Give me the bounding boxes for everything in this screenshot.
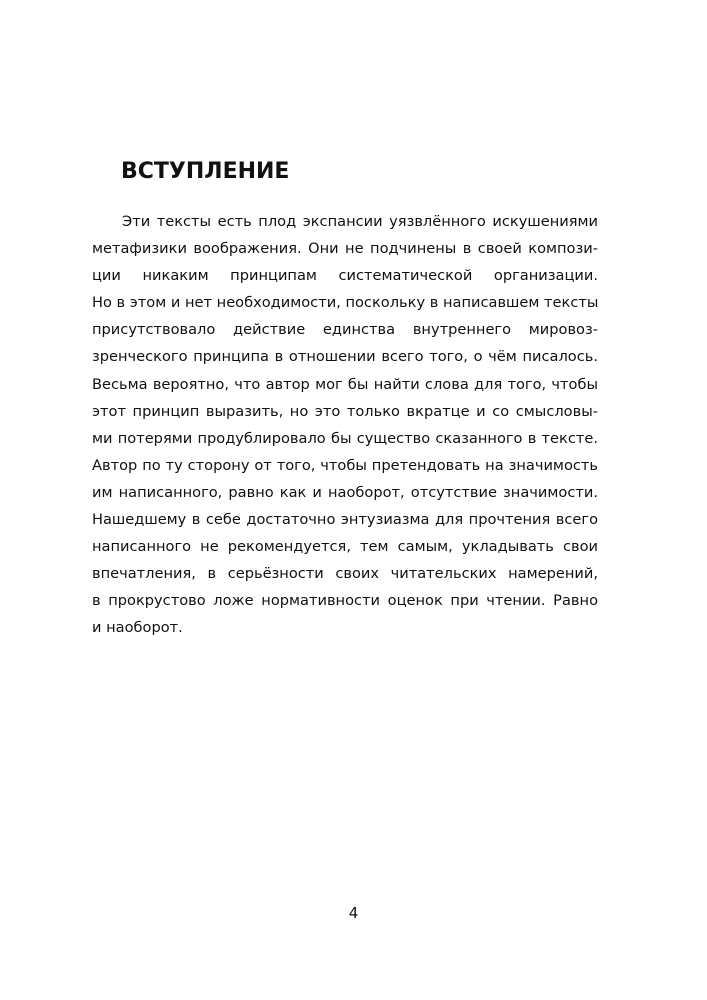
paragraph-line: им написанного, равно как и наоборот, отсутствие значимости. — [92, 483, 598, 501]
paragraph-line: написанного не рекомендуется, тем самым, укладывать свои — [92, 538, 598, 556]
paragraph-line: ми потерями продублировало бы существо сказанного в тексте. — [92, 429, 598, 447]
body-paragraph — [92, 208, 598, 642]
paragraph-line: ции никаким принципам систематической организации. — [92, 267, 598, 285]
paragraph-line: впечатления, в серьёзности своих читательских намерений, — [92, 565, 598, 583]
paragraph-line: Нашедшему в себе достаточно энтузиазма для прочтения всего — [92, 511, 598, 529]
paragraph-line: Эти тексты есть плод экспансии уязвлённого искушениями — [122, 213, 598, 230]
paragraph-line: этот принцип выразить, но это только вкратце и со смысловы- — [92, 402, 598, 420]
paragraph-line: метафизики воображения. Они не подчинены в своей компози- — [92, 240, 598, 258]
paragraph-line: зренческого принципа в отношении всего того, о чём писалось. — [92, 348, 598, 366]
paragraph-line: присутствовало действие единства внутреннего мировоз- — [92, 321, 598, 339]
paragraph-line: Автор по ту сторону от того, чтобы претендовать на значимость — [92, 456, 598, 474]
paragraph-line: Весьма вероятно, что автор мог бы найти слова для того, чтобы — [92, 375, 598, 393]
paragraph-line: и наоборот. — [92, 619, 183, 637]
paragraph-line: Но в этом и нет необходимости, поскольку в написавшем тексты — [92, 294, 599, 312]
section-heading: ВСТУПЛЕНИЕ — [121, 159, 290, 184]
page-number: 4 — [348, 904, 359, 922]
paragraph-line: в прокрустово ложе нормативности оценок при чтении. Равно — [92, 592, 598, 610]
